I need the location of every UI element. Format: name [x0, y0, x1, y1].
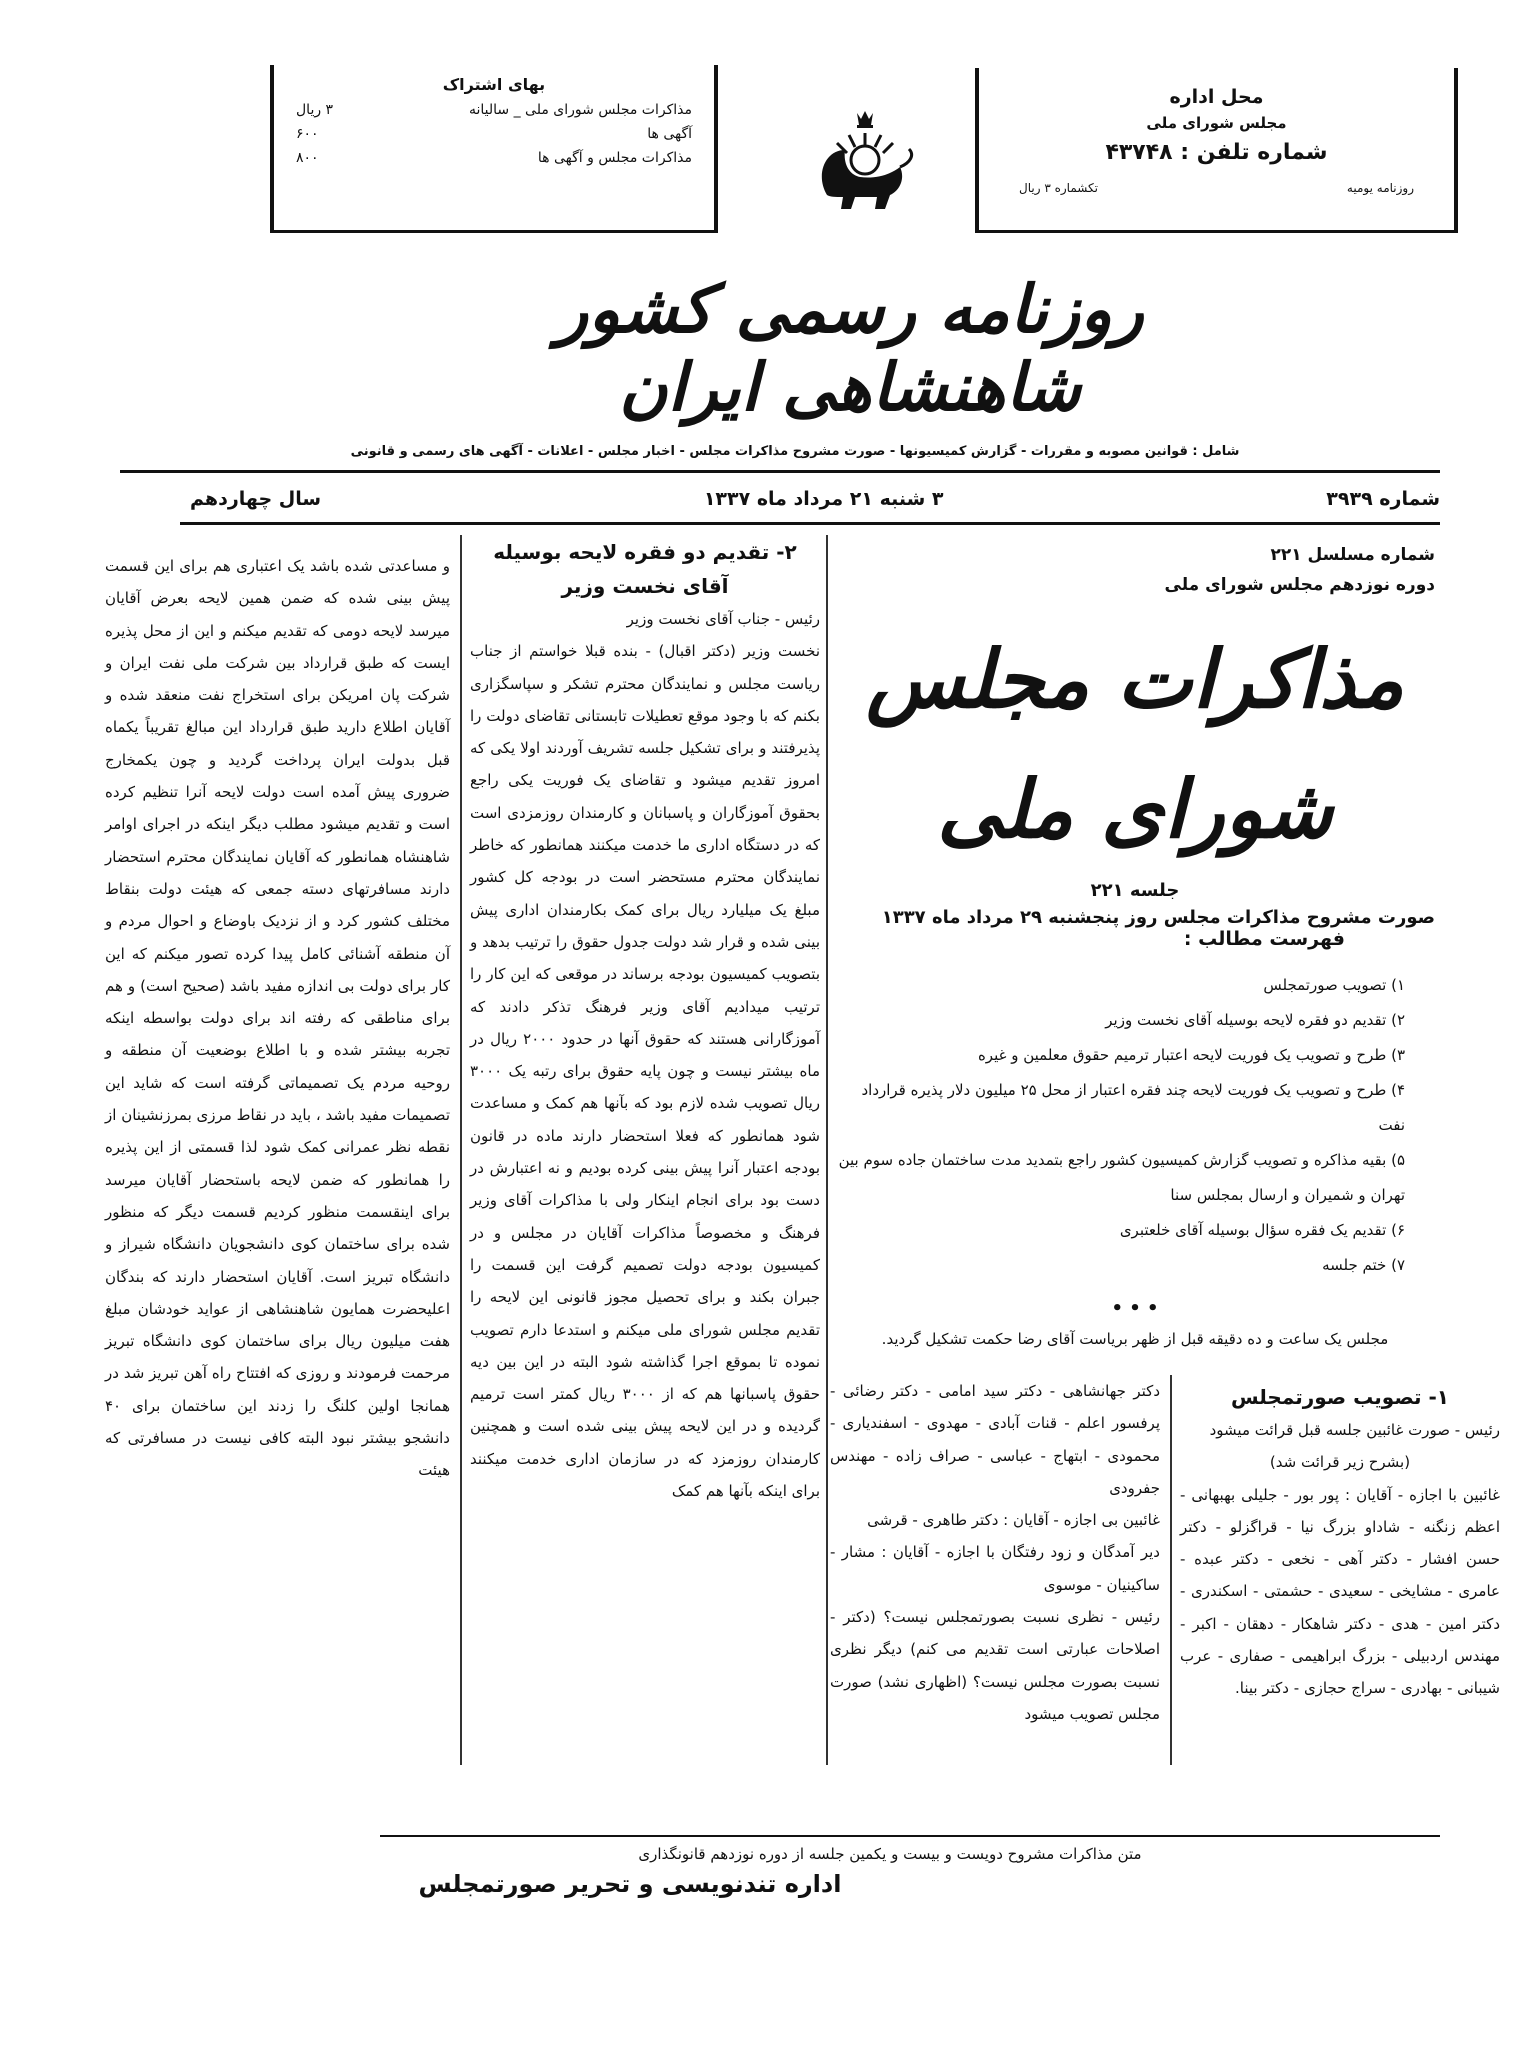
subscription-row-price: ۶۰۰ — [296, 126, 319, 142]
toc-item: ۵) بقیه مذاکره و تصویب گزارش کمیسیون کشور راجع بتمدید مدت ساختمان جاده سوم بین تهران و شمیران و ارسال بمجلس سنا — [838, 1151, 1405, 1204]
toc-item: ۴) طرح و تصویب یک فوریت لایحه چند فقره اعتبار از محل ۲۵ میلیون دلار پذیره قرارداد نفت — [861, 1081, 1405, 1134]
masthead-title: روزنامه رسمی کشور شاهنشاهی ایران — [556, 270, 1144, 426]
section-prime-minister-bills-continued — [105, 550, 450, 1487]
section-heading: ۲- تقدیم دو فقره لایحه بوسیله آقای نخست وزیر — [493, 540, 797, 598]
subscription-row — [296, 102, 692, 118]
toc-item: ۱) تصویب صورتمجلس — [1263, 976, 1405, 994]
publication-frequency: روزنامه یومیه — [1346, 181, 1414, 195]
rule-divider — [120, 470, 1440, 473]
lion-and-sun-emblem-icon — [805, 105, 925, 215]
toc-title: فهرست مطالب : — [1183, 928, 1345, 950]
office-box — [975, 68, 1458, 233]
subscription-row-price: ۸۰۰ — [296, 150, 319, 166]
toc-item: ۲) تقدیم دو فقره لایحه بوسیله آقای نخست وزیر — [1105, 1011, 1405, 1029]
office-phone — [979, 140, 1454, 165]
section-heading: ۱- تصویب صورتمجلس — [1230, 1385, 1450, 1409]
issue-year: سال چهاردهم — [190, 488, 322, 510]
section-approval-minutes — [1180, 1380, 1500, 1705]
parliament-term: دوره نوزدهم مجلس شورای ملی — [1164, 575, 1435, 595]
column-divider — [460, 535, 462, 1765]
office-address: مجلس شورای ملی — [1146, 114, 1287, 132]
office-title: محل اداره — [1169, 86, 1264, 108]
subscription-row-label: مذاکرات مجلس و آگهی ها — [537, 150, 692, 166]
paragraph: و مساعدتی شده باشد یک اعتباری هم برای این قسمت پیش بینی شده که ضمن همین لایحه بعرض آقایان میرسد لایحه دومی که تقدیم میکنم و این از محل پذیره ایست که طبق قرارداد بین شرکت ملی نفت ایران و شرکت پان امریکن برای استخراج نفت منعقد شده و آقایان اطلاع دارید طبق قرارداد این مبالغ تقریباً یکماه قبل بدولت ایران پرداخت گردید و چون یکمخارج ضروری پیش آمده است دولت لایحه آنرا تنظیم کرده است و تقدیم میشود مطلب دیگر اینکه در اجرای اوامر شاهنشاه همانطور که آقایان نمایندگان محترم استحضار دارند مسافرتهای دسته جمعی که هیئت دولت بنقاط مختلف کشور کرد و از نزدیک باوضاع و احوال مردم و آن منطقه آشنائی کامل پیدا کرده تصور میکنم که این کار برای دولت بی اندازه مفید باشد (صحیح است) و هم برای مناطقی که رفته اند برای دولت بواسطه اینکه تجربه بیشتر شده و با اطلاع بوضعیت آن منطقه و روحیه مردم یک تصمیماتی گرفته است که شاید این تصمیمات مفید باشد ، باید در نقاط مرزی بمرزنشینان از نقطه نظر عمرانی کمک شود لذا قسمتی از این پذیره را همانطور که ضمن لایحه باستحضار آقایان میرسد برای اینقسمت منظور کردیم قسمت دیگر که منظور شده برای ساختمان کوی دانشجویان دانشگاه شیراز و دانشگاه تبریز است. آقایان استحضار دارند که بندگان اعلیحضرت همایون شاهنشاهی از عواید خودشان مبلغ هفت میلیون ریال برای ساختمان کوی دانشگاه تبریز مرحمت فرمودند و روزی که افتتاح راه آهن تبریز شد در همانجا اولین کلنگ را زدند این ساختمان برای ۴۰ دانشجو بیشتر نبود البته کافی نیست در مسافرتی که هیئت — [105, 557, 450, 1480]
session-number: جلسه ۲۲۱ — [1090, 880, 1180, 901]
table-of-contents — [835, 968, 1405, 1283]
paragraph: (بشرح زیر قرائت شد) — [1269, 1453, 1411, 1472]
issue-date: ۳ شنبه ۲۱ مرداد ماه ۱۳۳۷ — [703, 488, 944, 510]
toc-item: ۷) ختم جلسه — [1322, 1256, 1405, 1274]
paragraph: غائبین بی اجازه - آقایان : دکتر طاهری - قرشی — [867, 1511, 1160, 1530]
paragraph: نخست وزیر (دکتر اقبال) - بنده قبلا خواستم از جناب ریاست مجلس و نمایندگان محترم تشکر و سپاسگزاری بکنم که با وجود موقع تعطیلات تابستانی تقاضای دولت را پذیرفتند و برای تشکیل جلسه تشریف آوردند اولا یکی که امروز تقدیم میشود و تقاضای یک فوریت یکی راجع بحقوق آموزگاران و پاسبانان و کارمندان روزمزدی است که در دستگاه اداری ما خدمت میکنند همانطور که خاطر نمایندگان محترم مستحضر است در بودجه کل کشور مبلغ یک میلیارد ریال برای کمک بکارمندان اداری پیش بینی شده و قرار شد دولت جدول حقوق را ترتیب بدهد و بتصویب کمیسیون بودجه برساند در موقعی که این کار را ترتیب میدادیم آقای وزیر فرهنگ تذکر دادند که آموزگارانی هستند که حقوق آنها در حدود ۲۰۰۰ ریال در ماه بیشتر نیست و چون پایه حقوق برای رتبه یک ۳۰۰۰ ریال تصویب شده لازم بود که بآنها هم کمک و مساعدت شود همانطور که فعلا استحضار دارند ماده در قانون بودجه اعتبار آنرا پیش بینی کرده بودیم و نه اعتبارش در دست بود برای انجام اینکار ولی با مذاکرات آقای وزیر فرهنگ و مخصوصاً مذاکرات آقایان در مجلس و در کمیسیون بودجه دولت تصمیم گرفت این قسمت را جبران بکند و برای تحصیل مجوز قانونی این لایحه را تقدیم مجلس شورای ملی میکنم و استدعا دارم تصویب نموده تا بموقع اجرا گذاشته شود البته در این بین دیه حقوق پاسبانها هم که از ۳۰۰۰ ریال کمتر است ترمیم گردیده و در این لایحه پیش بینی شده است و همچنین کارمندان روزمزد که در سازمان اداری خدمت میکنند برای اینکه بآنها هم کمک — [470, 642, 820, 1501]
paragraph: رئیس - صورت غائبین جلسه قبل قرائت میشود — [1209, 1421, 1500, 1439]
phone-label: شماره تلفن : — [1180, 140, 1328, 165]
paragraph: دیر آمدگان و زود رفتگان با اجازه - آقایان : مشار - ساکینیان - موسوی — [830, 1543, 1160, 1594]
paragraph: غائبین با اجازه - آقایان : پور بور - جلیلی بهبهانی - اعظم زنگنه - شاداو بزرگ نیا - قراگزلو - دکتر حسن افشار - دکتر آهی - نخعی - دکتر عبده - عامری - مشایخی - سعیدی - حشمتی - اسکندری - دکتر امین - هدی - دکتر شاهکار - دهقان - اکبر - مهندس اردبیلی - بزرگ ابراهیمی - صفاری - عرب شیبانی - بهادری - سراج حجازی - دکتر بینا. — [1180, 1485, 1500, 1698]
subscription-row-label: آگهی ها — [647, 126, 692, 142]
footer-note: متن مذاکرات مشروح دویست و بیست و یکمین جلسه از دوره نوزدهم قانونگذاری — [638, 1845, 1142, 1863]
session-opening: مجلس یک ساعت و ده دقیقه قبل از ظهر بریاست آقای رضا حکمت تشکیل گردید. — [881, 1330, 1389, 1348]
subscription-row — [296, 150, 692, 166]
footer-office: اداره تندنویسی و تحریر صورتمجلس — [418, 1870, 842, 1898]
issue-number: شماره ۳۹۳۹ — [1326, 488, 1440, 510]
single-issue-price: تکشماره ۳ ریال — [1019, 181, 1098, 195]
rule-divider — [380, 1835, 1440, 1837]
paragraph: رئیس - نظری نسبت بصورتمجلس نیست؟ (دکتر - اصلاحات عبارتی است تقدیم می کنم) دیگر نظری نسبت بصورت مجلس نیست؟ (اظهاری نشد) صورت مجلس تصویب میشود — [830, 1608, 1160, 1723]
subscription-box — [270, 65, 718, 233]
session-subtitle: صورت مشروح مذاکرات مجلس روز پنجشنبه ۲۹ مرداد ماه ۱۳۳۷ — [881, 907, 1435, 928]
paragraph: دکتر جهانشاهی - دکتر سید امامی - دکتر رضائی - پرفسور اعلم - قنات آبادی - مهدوی - اسفندیاری - محمودی - ابتهاج - عباسی - صراف زاده - مهندس جفرودی — [830, 1382, 1160, 1497]
office-footer — [1019, 181, 1414, 195]
column-divider — [826, 535, 828, 1765]
subscription-row-price: ۳ ریال — [296, 102, 334, 118]
serial-number: شماره مسلسل ۲۲۱ — [1270, 545, 1435, 565]
paragraph: رئیس - جناب آقای نخست وزیر — [626, 610, 820, 628]
topic-strip: شامل : قوانین مصوبه و مقررات - گزارش کمیسیونها - صورت مشروح مذاکرات مجلس - اخبار مجلس - اعلانات - آگهی های رسمی و قانونی — [350, 444, 1240, 459]
section-separator: • • • — [1111, 1298, 1159, 1319]
toc-item: ۳) طرح و تصویب یک فوریت لایحه اعتبار ترمیم حقوق معلمین و غیره — [977, 1046, 1405, 1064]
column-divider — [1170, 1375, 1172, 1765]
subscription-row — [296, 126, 692, 142]
subscription-title: بهای اشتراک — [442, 75, 546, 94]
feature-title: مذاکرات مجلس شورای ملی — [866, 632, 1404, 856]
section-prime-minister-bills — [470, 535, 820, 1507]
phone-number: ۴۳۷۴۸ — [1105, 140, 1173, 165]
section-approval-minutes-continued — [830, 1375, 1160, 1730]
issue-info-row — [190, 488, 1440, 510]
subscription-row-label: مذاکرات مجلس شورای ملی _ سالیانه — [469, 102, 692, 118]
rule-divider — [180, 522, 1440, 525]
toc-item: ۶) تقدیم یک فقره سؤال بوسیله آقای خلعتبری — [1119, 1221, 1405, 1239]
session-feature — [835, 540, 1435, 1353]
